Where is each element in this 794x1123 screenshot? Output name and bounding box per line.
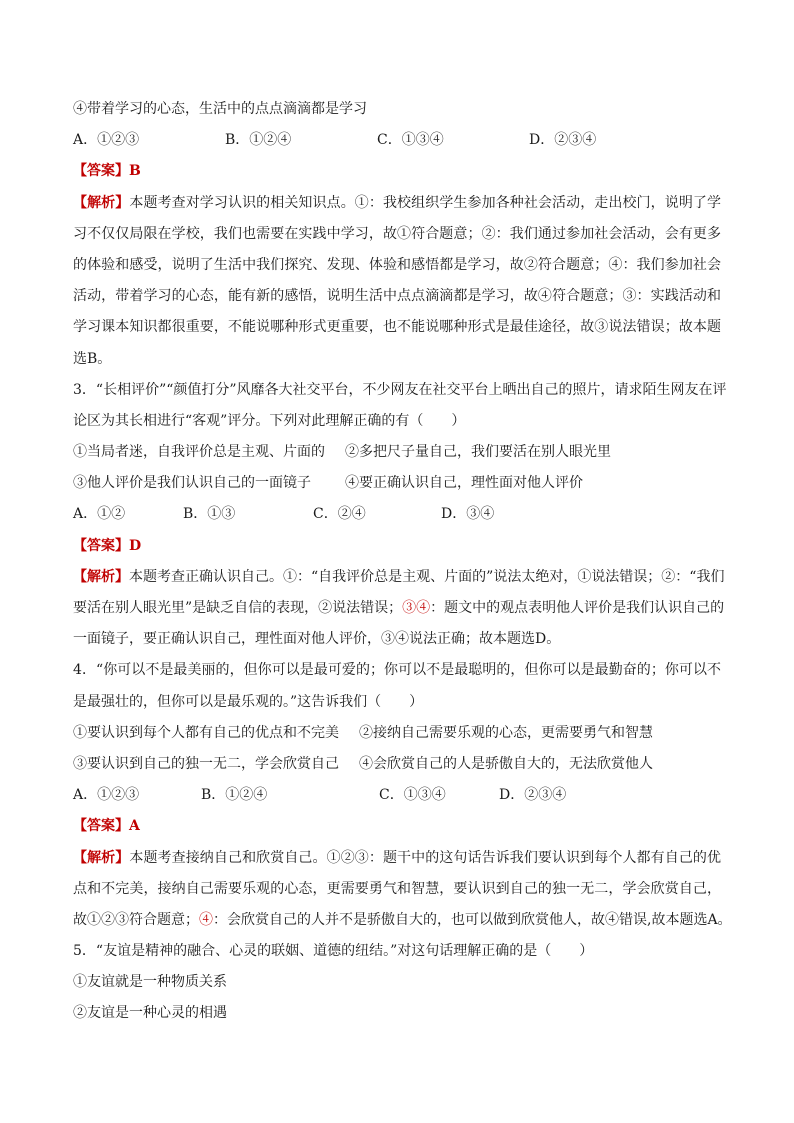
q2-choice-4: ④带着学习的心态，生活中的点点滴滴都是学习 <box>73 101 367 117</box>
answer-label: 【答案】 <box>73 537 129 554</box>
analysis-label: 【解析】 <box>73 194 130 211</box>
q4-choice-1: ①要认识到每个人都有自己的优点和不完美 <box>73 724 339 741</box>
analysis-text: 本题考查接纳自己和欣赏自己。①②③：题干中的这句话告诉我们要认识到每个人都有自己的优 <box>129 849 722 866</box>
analysis-label: 【解析】 <box>73 568 129 585</box>
q2-analysis-line <box>73 188 721 219</box>
q3-choices-row <box>73 468 721 499</box>
q4-choices-row <box>73 718 721 749</box>
q4-stem: 4．“你可以不是最美丽的，但你可以是最可爱的；你可以不是最聪明的，但你可以是最勤奋的；你可以不 <box>73 662 721 679</box>
q3-option-b: B．①③ <box>183 506 236 523</box>
answer-value: B <box>129 163 141 180</box>
document-page <box>73 94 732 1030</box>
q4-answer <box>73 811 721 842</box>
q5-stem: 5．“友谊是精神的融合、心灵的联姻、道德的纽结。”对这句话理解正确的是（ ） <box>73 943 594 960</box>
q3-choice-3: ③他人评价是我们认识自己的一面镜子 <box>73 475 311 492</box>
q2-analysis-line: 的体验和感受，说明了生活中我们探究、发现、体验和感悟都是学习，故②符合题意；④：我们参加社会 <box>73 256 721 273</box>
analysis-text: 本题考查对学习认识的相关知识点。①：我校组织学生参加各种社会活动，走出校门，说明了学 <box>129 194 722 211</box>
q4-option-c: C．①③④ <box>379 787 446 804</box>
q2-answer <box>73 156 721 187</box>
q2-option-d: D．②③④ <box>529 132 597 149</box>
q3-option-c: C．②④ <box>313 506 366 523</box>
q2-analysis-line: 选B。 <box>73 350 112 367</box>
q3-options <box>73 499 721 530</box>
q3-stem: 3．“长相评价”“颜值打分”风靡各大社交平台，不少网友在社交平台上晒出自己的照片，请求陌生网友在评 <box>73 381 727 398</box>
q2-option-c: C．①③④ <box>377 132 444 149</box>
q2-option-b: B．①②④ <box>225 132 292 149</box>
q3-option-d: D．③④ <box>441 506 495 523</box>
q4-choice-4: ④会欣赏自己的人是骄傲自大的，无法欣赏他人 <box>359 755 653 772</box>
q4-options <box>73 780 721 811</box>
q4-analysis-line <box>73 905 732 936</box>
analysis-text: ：题文中的观点表明他人评价是我们认识自己的 <box>430 600 725 616</box>
q3-analysis-line <box>73 593 725 624</box>
q5-choice-2: ②友谊是一种心灵的相遇 <box>73 1005 227 1022</box>
q4-choices-row <box>73 749 721 780</box>
q3-choice-4: ④要正确认识自己，理性面对他人评价 <box>345 475 583 492</box>
q3-choice-2: ②多把尺子量自己，我们要活在别人眼光里 <box>345 444 611 461</box>
q3-stem: 论区为其长相进行“客观”评分。下列对此理解正确的有（ ） <box>73 412 466 429</box>
q2-options <box>73 125 721 156</box>
analysis-highlight: ③④ <box>402 600 431 616</box>
q2-analysis-line: 习不仅仅局限在学校，我们也需要在实践中学习，故①符合题意；②：我们通过参加社会活动，会有更多 <box>73 225 721 242</box>
q2-analysis-line: 活动，带着学习的心态，能有新的感悟，说明生活中点点滴滴都是学习，故④符合题意；③：实践活动和 <box>73 288 721 305</box>
q4-analysis-line: 点和不完美，接纳自己需要乐观的心态，更需要勇气和智慧，要认识到自己的独一无二，学会欣赏自己， <box>73 880 721 897</box>
q2-option-a: A．①②③ <box>73 132 140 149</box>
q4-option-b: B．①②④ <box>201 787 268 804</box>
analysis-label: 【解析】 <box>73 849 130 866</box>
analysis-text: 本题考查正确认识自己。①：“自我评价总是主观、片面的”说法太绝对，①说法错误；②：“我们 <box>129 568 725 585</box>
q3-choice-1: ①当局者迷，自我评价总是主观、片面的 <box>73 444 325 461</box>
q3-analysis-line <box>73 562 725 593</box>
analysis-text: 要活在别人眼光里”是缺乏自信的表现，②说法错误； <box>73 600 403 616</box>
answer-value: D <box>129 537 142 554</box>
q4-stem: 是最强壮的，但你可以是最乐观的。”这告诉我们（ ） <box>73 693 424 710</box>
q3-option-a: A．①② <box>73 506 126 523</box>
answer-label: 【答案】 <box>73 163 129 180</box>
q4-choice-2: ②接纳自己需要乐观的心态，更需要勇气和智慧 <box>359 724 653 741</box>
analysis-text: 故①②③符合题意； <box>73 911 199 928</box>
answer-value: A <box>129 818 140 835</box>
analysis-text: ：会欣赏自己的人并不是骄傲自大的，也可以做到欣赏他人，故④错误,故本题选A。 <box>213 911 732 928</box>
q3-choices-row <box>73 437 721 468</box>
q3-answer <box>73 531 721 562</box>
answer-label: 【答案】 <box>73 818 129 835</box>
q5-choice-1: ①友谊就是一种物质关系 <box>73 974 227 991</box>
q4-option-d: D．②③④ <box>499 787 567 804</box>
q3-analysis-line: 一面镜子，要正确认识自己，理性面对他人评价，③④说法正确；故本题选D。 <box>73 631 561 648</box>
analysis-highlight: ④ <box>199 911 213 928</box>
q4-choice-3: ③要认识到自己的独一无二，学会欣赏自己 <box>73 755 339 772</box>
q2-analysis-line: 学习课本知识都很重要，不能说哪种形式更重要，也不能说哪种形式是最佳途径，故③说法错误；故本题 <box>73 319 721 336</box>
q4-analysis-line <box>73 843 721 874</box>
q4-option-a: A．①②③ <box>73 787 140 804</box>
